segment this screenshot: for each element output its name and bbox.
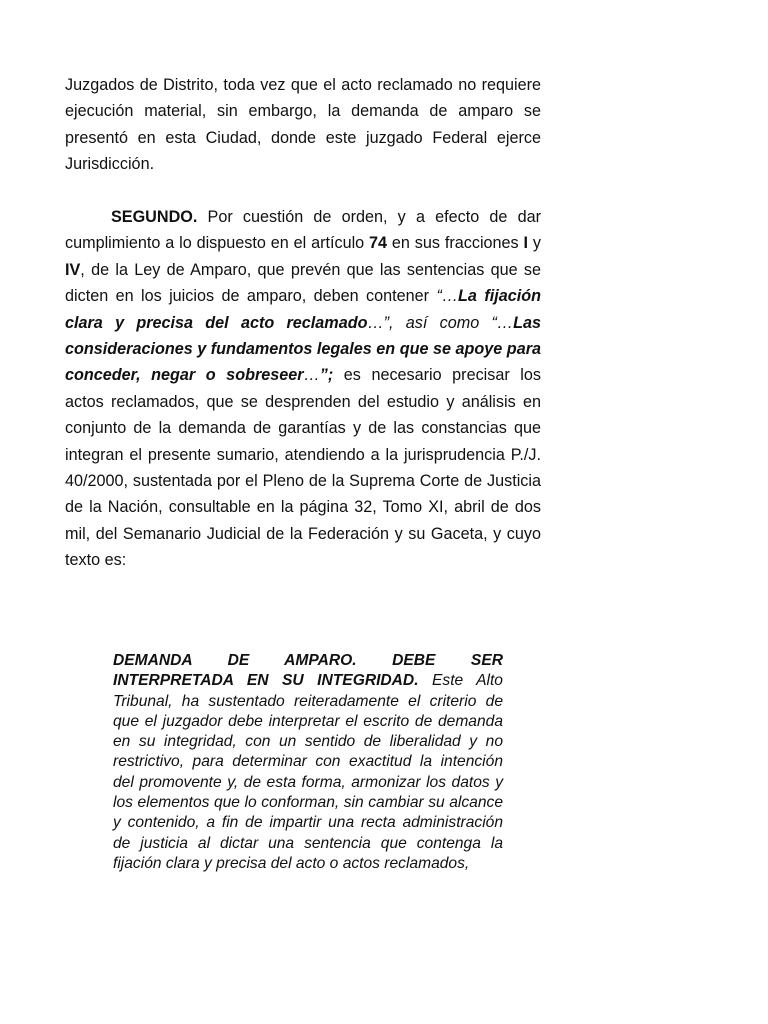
jurisprudence-quote <box>113 651 503 874</box>
quote-ellipsis: … <box>303 366 320 385</box>
quote-open: “… <box>436 287 459 306</box>
quote-title: DEMANDA DE AMPARO. DEBE SER INTERPRETADA EN SU INTEGRIDAD. <box>113 652 503 690</box>
quote-close: …”, así como “… <box>367 313 514 332</box>
quoted-text: La fijación clara y precisa del acto reclamado <box>65 287 541 332</box>
fraction-number: I <box>523 234 529 253</box>
paragraph-text: y <box>528 234 541 253</box>
paragraph-1-text: Juzgados de Distrito, toda vez que el acto reclamado no requiere ejecución material, sin embargo, la demanda de amparo se presentó en esta Ciudad, donde este juzgado Federal ejerce Jurisdicción. <box>65 76 541 174</box>
paragraph-text: es necesario precisar los actos reclamados, que se desprenden del estudio y análisis en conjunto de la demanda de garantías y de las constancias que integran el presente sumario, atendiendo a la jurisprudencia P./J. 40/2000, sustentada por el Pleno de la Suprema Corte de Justicia de la Nación, consultable en la página 32, Tomo XI, abril de dos mil, del Semanario Judicial de la Federación y su Gaceta, y cuyo texto es: <box>65 366 541 570</box>
quoted-text: Las consideraciones y fundamentos legales en que se apoye para conceder, negar o sobreseer <box>65 313 541 385</box>
paragraph-continuation <box>65 72 541 178</box>
quote-close: ”; <box>319 366 334 385</box>
paragraph-segundo <box>65 204 541 574</box>
quote-text: Este Alto Tribunal, ha sustentado reiteradamente el criterio de que el juzgador debe interpretar el escrito de demanda en su integridad, con un sentido de liberalidad y no restrictivo, para determinar con exactitud la intención del promovente y, de esta forma, armonizar los datos y los elementos que lo conforman, sin cambiar su alcance y contenido, a fin de impartir una recta administración de justicia al dictar una sentencia que contenga la fijación clara y precisa del acto o actos reclamados, <box>113 672 503 872</box>
paragraph-text: en sus fracciones <box>387 234 524 253</box>
paragraph-text: Por cuestión de orden, y a efecto de dar cumplimiento a lo dispuesto en el artículo <box>65 208 541 253</box>
paragraph-text: , de la Ley de Amparo, que prevén que las sentencias que se dicten en los juicios de amparo, deben contener <box>65 260 541 306</box>
fraction-number: IV <box>65 260 81 279</box>
section-heading: SEGUNDO. <box>111 208 198 226</box>
article-number: 74 <box>369 234 388 253</box>
